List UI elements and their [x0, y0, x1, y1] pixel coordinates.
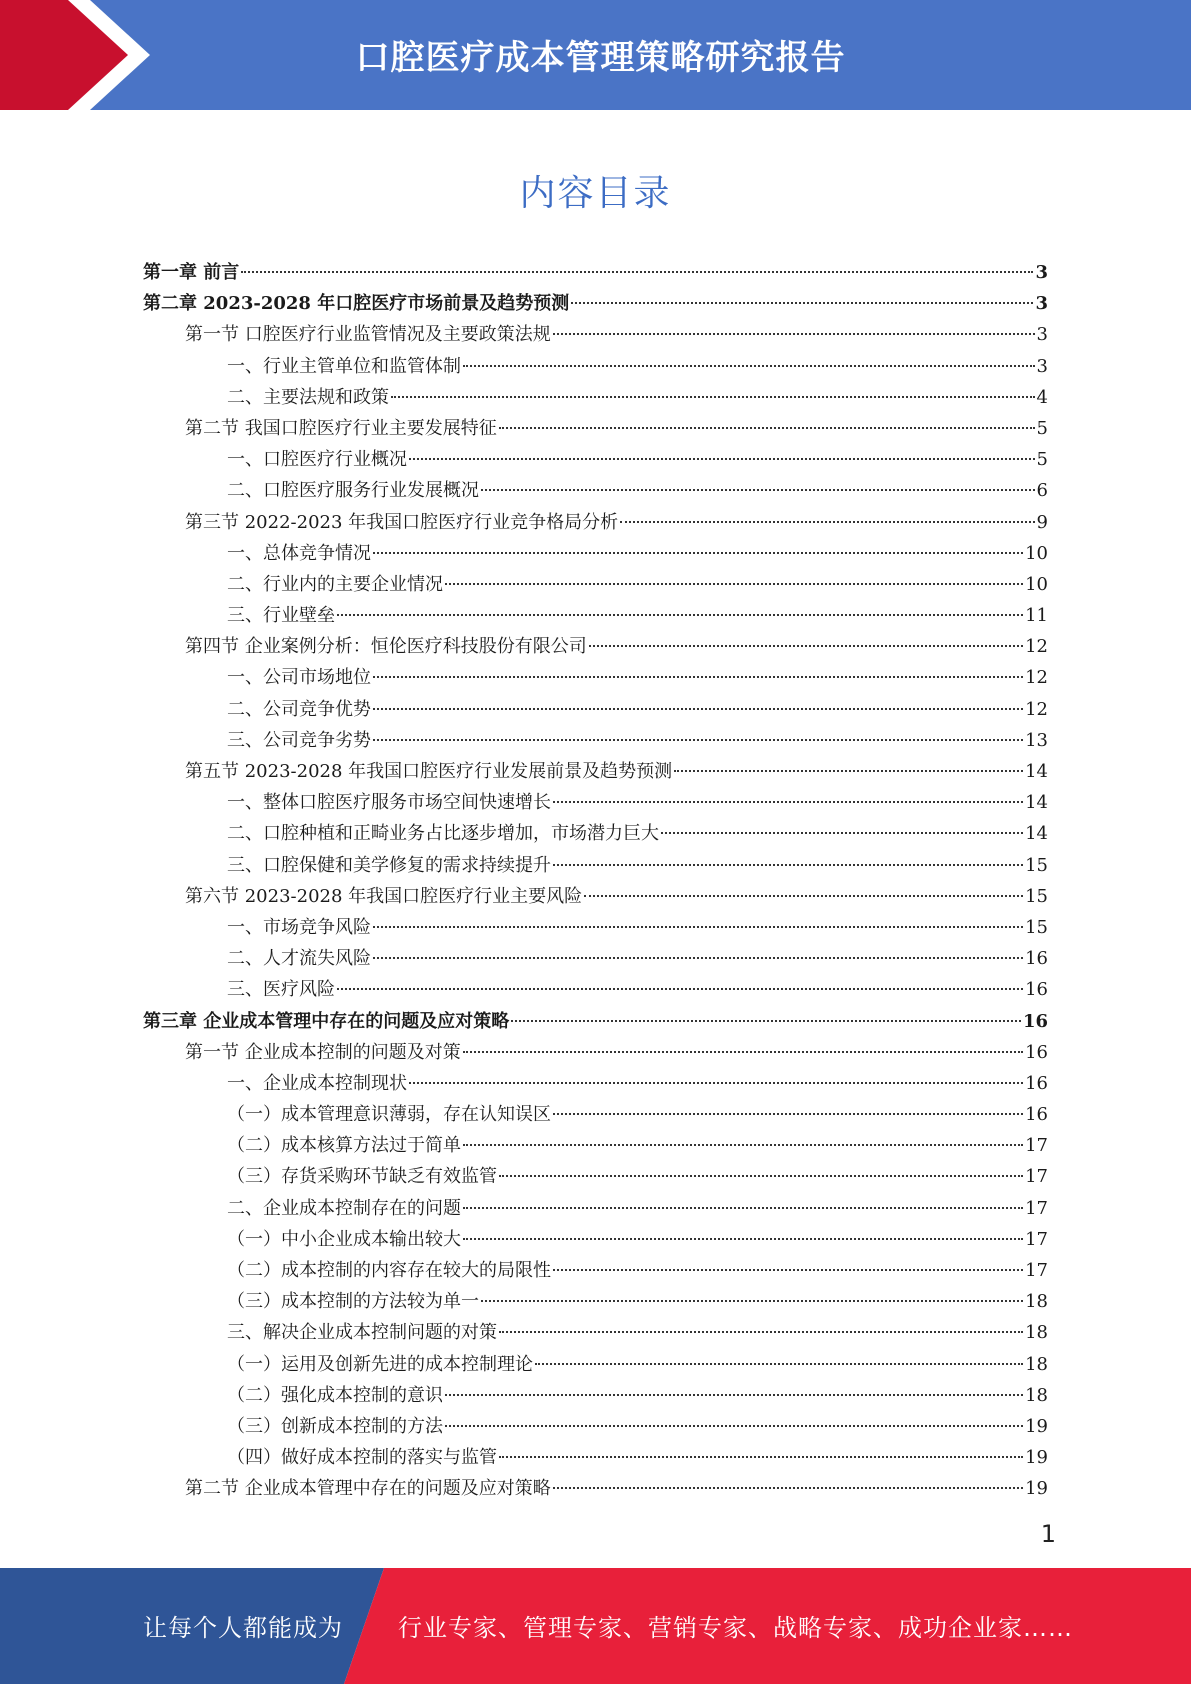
- toc-entry-title: 第四节 企业案例分析：恒伦医疗科技股份有限公司: [185, 636, 587, 658]
- toc-entry[interactable]: [143, 1317, 1048, 1348]
- toc-entry-page: 19: [1025, 1415, 1048, 1437]
- toc-entry-page: 18: [1025, 1291, 1048, 1313]
- toc-dot-leader: [499, 427, 1035, 429]
- toc-dot-leader: [553, 1113, 1023, 1115]
- toc-dot-leader: [409, 458, 1035, 460]
- toc-entry-page: 16: [1025, 948, 1048, 970]
- toc-entry-title: （一）中小企业成本输出较大: [227, 1228, 461, 1250]
- toc-heading: 内容目录: [519, 173, 672, 214]
- toc-entry-page: 3: [1036, 355, 1048, 377]
- toc-dot-leader: [620, 521, 1034, 523]
- toc-dot-leader: [553, 1487, 1023, 1489]
- toc-entry-title: 一、市场竞争风险: [227, 916, 371, 938]
- toc-entry[interactable]: [143, 912, 1048, 943]
- toc-entry[interactable]: [143, 662, 1048, 693]
- toc-entry-page: 17: [1025, 1260, 1048, 1281]
- toc-entry-title: （二）强化成本控制的意识: [227, 1384, 443, 1406]
- toc-entry-title: （二）成本核算方法过于简单: [227, 1135, 461, 1157]
- toc-entry-page: 10: [1025, 542, 1048, 564]
- toc-entry-page: 18: [1025, 1322, 1048, 1344]
- toc-entry-page: 19: [1025, 1447, 1048, 1469]
- toc-entry[interactable]: [143, 1224, 1048, 1255]
- toc-entry-page: 17: [1025, 1197, 1048, 1219]
- toc-entry-title: 三、行业壁垒: [227, 605, 335, 627]
- toc-dot-leader: [571, 302, 1033, 304]
- footer-slogan-left: 让每个人都能成为: [143, 1614, 343, 1642]
- toc-entry-title: 三、解决企业成本控制问题的对策: [227, 1322, 497, 1344]
- toc-entry-title: 第一章 前言: [143, 262, 240, 283]
- toc-entry-page: 9: [1036, 511, 1048, 533]
- toc-entry-title: （一）成本管理意识薄弱，存在认知误区: [227, 1104, 551, 1126]
- toc-entry-page: 15: [1025, 885, 1048, 907]
- toc-entry-page: 16: [1022, 1010, 1048, 1032]
- toc-dot-leader: [553, 1269, 1023, 1271]
- toc-entry[interactable]: [143, 1130, 1048, 1161]
- toc-dot-leader: [674, 770, 1023, 772]
- toc-entry[interactable]: [143, 694, 1048, 725]
- toc-dot-leader: [373, 676, 1023, 678]
- toc-entry[interactable]: [143, 725, 1048, 756]
- toc-dot-leader: [445, 583, 1023, 585]
- toc-entry-title: 第二章 2023-2028 年口腔医疗市场前景及趋势预测: [143, 293, 570, 315]
- toc-entry-title: 二、人才流失风险: [227, 948, 371, 970]
- toc-dot-leader: [445, 1394, 1023, 1396]
- toc-dot-leader: [373, 708, 1023, 710]
- toc-entry[interactable]: [143, 538, 1048, 569]
- toc-dot-leader: [481, 489, 1035, 491]
- toc-dot-leader: [445, 1425, 1023, 1427]
- toc-entry[interactable]: [143, 319, 1048, 350]
- toc-dot-leader: [661, 832, 1023, 834]
- toc-dot-leader: [589, 645, 1023, 647]
- toc-entry[interactable]: [143, 818, 1048, 849]
- toc-dot-leader: [463, 1207, 1023, 1209]
- toc-entry[interactable]: [143, 1411, 1048, 1442]
- table-of-contents: [143, 257, 1048, 1505]
- toc-entry-page: 17: [1025, 1135, 1048, 1157]
- toc-dot-leader: [463, 365, 1035, 367]
- toc-dot-leader: [499, 1175, 1023, 1177]
- toc-entry[interactable]: [143, 787, 1048, 818]
- toc-entry[interactable]: [143, 756, 1048, 787]
- toc-entry[interactable]: [143, 288, 1048, 319]
- toc-entry-page: 19: [1025, 1478, 1048, 1500]
- toc-entry[interactable]: [143, 1349, 1048, 1380]
- toc-entry[interactable]: [143, 631, 1048, 662]
- toc-dot-leader: [337, 614, 1023, 616]
- toc-entry-page: 5: [1036, 417, 1048, 439]
- toc-entry-title: （二）成本控制的内容存在较大的局限性: [227, 1260, 551, 1281]
- toc-entry[interactable]: [143, 1068, 1048, 1099]
- toc-entry-title: 三、公司竞争劣势: [227, 729, 371, 751]
- toc-entry[interactable]: [143, 600, 1048, 631]
- toc-entry-title: 二、主要法规和政策: [227, 386, 389, 408]
- toc-entry-title: 二、口腔医疗服务行业发展概况: [227, 480, 479, 502]
- toc-dot-leader: [241, 271, 1033, 273]
- toc-entry-title: 一、总体竞争情况: [227, 542, 371, 564]
- toc-entry[interactable]: [143, 974, 1048, 1005]
- toc-entry-title: 三、医疗风险: [227, 979, 335, 1001]
- toc-entry-page: 3: [1036, 324, 1048, 346]
- toc-entry-title: 第二节 我国口腔医疗行业主要发展特征: [185, 417, 497, 439]
- toc-entry-page: 16: [1025, 1041, 1048, 1063]
- toc-entry-title: 二、口腔种植和正畸业务占比逐步增加，市场潜力巨大: [227, 823, 659, 845]
- toc-entry-page: 15: [1025, 854, 1048, 876]
- toc-entry-page: 16: [1025, 1072, 1048, 1094]
- toc-entry-title: 第五节 2023-2028 年我国口腔医疗行业发展前景及趋势预测: [185, 761, 673, 782]
- toc-entry-title: 一、行业主管单位和监管体制: [227, 355, 461, 377]
- toc-entry-page: 11: [1025, 605, 1048, 627]
- toc-dot-leader: [373, 926, 1023, 928]
- toc-dot-leader: [373, 552, 1023, 554]
- toc-entry-title: 二、企业成本控制存在的问题: [227, 1197, 461, 1219]
- toc-entry-title: 一、公司市场地位: [227, 667, 371, 689]
- toc-entry[interactable]: [143, 1380, 1048, 1411]
- toc-dot-leader: [553, 864, 1023, 866]
- toc-entry-title: 第二节 企业成本管理中存在的问题及应对策略: [185, 1478, 551, 1500]
- toc-entry[interactable]: [143, 1193, 1048, 1224]
- toc-dot-leader: [584, 895, 1023, 897]
- toc-entry[interactable]: [143, 1006, 1048, 1037]
- toc-dot-leader: [499, 1456, 1023, 1458]
- toc-entry-page: 18: [1025, 1384, 1048, 1406]
- report-header: [0, 0, 1191, 110]
- toc-entry-title: 第三章 企业成本管理中存在的问题及应对策略: [143, 1010, 510, 1032]
- toc-entry[interactable]: [143, 257, 1048, 288]
- toc-entry[interactable]: [143, 444, 1048, 475]
- toc-entry-title: 一、口腔医疗行业概况: [227, 449, 407, 471]
- toc-entry-title: 一、企业成本控制现状: [227, 1072, 407, 1094]
- toc-entry[interactable]: [143, 1442, 1048, 1473]
- toc-entry-title: （三）成本控制的方法较为单一: [227, 1291, 479, 1313]
- toc-entry-page: 6: [1036, 480, 1048, 502]
- toc-entry-page: 13: [1025, 729, 1048, 751]
- toc-entry-page: 17: [1025, 1228, 1048, 1250]
- toc-entry-title: 第一节 口腔医疗行业监管情况及主要政策法规: [185, 324, 551, 346]
- toc-entry[interactable]: [143, 1161, 1048, 1192]
- toc-entry-title: （四）做好成本控制的落实与监管: [227, 1447, 497, 1469]
- toc-dot-leader: [553, 801, 1023, 803]
- toc-entry[interactable]: [143, 850, 1048, 881]
- toc-dot-leader: [553, 333, 1035, 335]
- toc-entry-page: 16: [1025, 1104, 1048, 1126]
- toc-entry-title: （三）创新成本控制的方法: [227, 1415, 443, 1437]
- toc-entry-page: 12: [1025, 698, 1048, 720]
- toc-entry-title: 三、口腔保健和美学修复的需求持续提升: [227, 854, 551, 876]
- toc-entry[interactable]: [143, 569, 1048, 600]
- toc-dot-leader: [463, 1051, 1023, 1053]
- toc-dot-leader: [535, 1363, 1023, 1365]
- toc-entry-title: （三）存货采购环节缺乏有效监管: [227, 1166, 497, 1188]
- toc-entry-page: 5: [1036, 449, 1048, 471]
- toc-dot-leader: [481, 1300, 1023, 1302]
- toc-entry-page: 16: [1025, 979, 1048, 1001]
- toc-entry-title: （一）运用及创新先进的成本控制理论: [227, 1353, 533, 1375]
- toc-entry-page: 15: [1025, 916, 1048, 938]
- toc-entry[interactable]: [143, 382, 1048, 413]
- toc-entry[interactable]: [143, 1286, 1048, 1317]
- toc-entry-page: 18: [1025, 1353, 1048, 1375]
- toc-dot-leader: [463, 1144, 1023, 1146]
- report-footer: [0, 1568, 1191, 1684]
- toc-entry-page: 12: [1025, 667, 1048, 689]
- toc-entry[interactable]: [143, 1473, 1048, 1504]
- toc-dot-leader: [511, 1020, 1021, 1022]
- toc-dot-leader: [391, 396, 1035, 398]
- toc-entry[interactable]: [143, 881, 1048, 912]
- toc-entry[interactable]: [143, 351, 1048, 382]
- toc-entry-title: 二、公司竞争优势: [227, 698, 371, 720]
- toc-entry-title: 一、整体口腔医疗服务市场空间快速增长: [227, 792, 551, 814]
- toc-entry[interactable]: [143, 413, 1048, 444]
- toc-entry[interactable]: [143, 1099, 1048, 1130]
- toc-entry-page: 14: [1025, 761, 1048, 782]
- toc-entry[interactable]: [143, 1255, 1048, 1286]
- toc-entry-page: 3: [1035, 262, 1048, 283]
- toc-entry-page: 14: [1025, 823, 1048, 845]
- toc-entry-page: 10: [1025, 573, 1048, 595]
- toc-entry[interactable]: [143, 1037, 1048, 1068]
- toc-entry-page: 14: [1025, 792, 1048, 814]
- toc-entry[interactable]: [143, 475, 1048, 506]
- toc-dot-leader: [373, 957, 1023, 959]
- toc-dot-leader: [463, 1238, 1023, 1240]
- toc-dot-leader: [409, 1082, 1023, 1084]
- toc-dot-leader: [499, 1331, 1023, 1333]
- toc-entry-page: 4: [1036, 386, 1048, 408]
- toc-entry-title: 第六节 2023-2028 年我国口腔医疗行业主要风险: [185, 885, 583, 907]
- toc-dot-leader: [337, 988, 1023, 990]
- toc-entry[interactable]: [143, 507, 1048, 538]
- toc-entry-title: 第一节 企业成本控制的问题及对策: [185, 1041, 461, 1063]
- toc-entry-page: 3: [1035, 293, 1048, 315]
- toc-entry-page: 17: [1025, 1166, 1048, 1188]
- footer-slogan-right: 行业专家、管理专家、营销专家、战略专家、成功企业家……: [398, 1614, 1073, 1642]
- toc-entry[interactable]: [143, 943, 1048, 974]
- toc-entry-page: 12: [1025, 636, 1048, 658]
- report-title: 口腔医疗成本管理策略研究报告: [355, 38, 846, 78]
- toc-entry-title: 第三节 2022-2023 年我国口腔医疗行业竞争格局分析: [185, 511, 619, 533]
- page-number: 1: [1040, 1520, 1056, 1548]
- toc-entry-title: 二、行业内的主要企业情况: [227, 573, 443, 595]
- toc-dot-leader: [373, 739, 1023, 741]
